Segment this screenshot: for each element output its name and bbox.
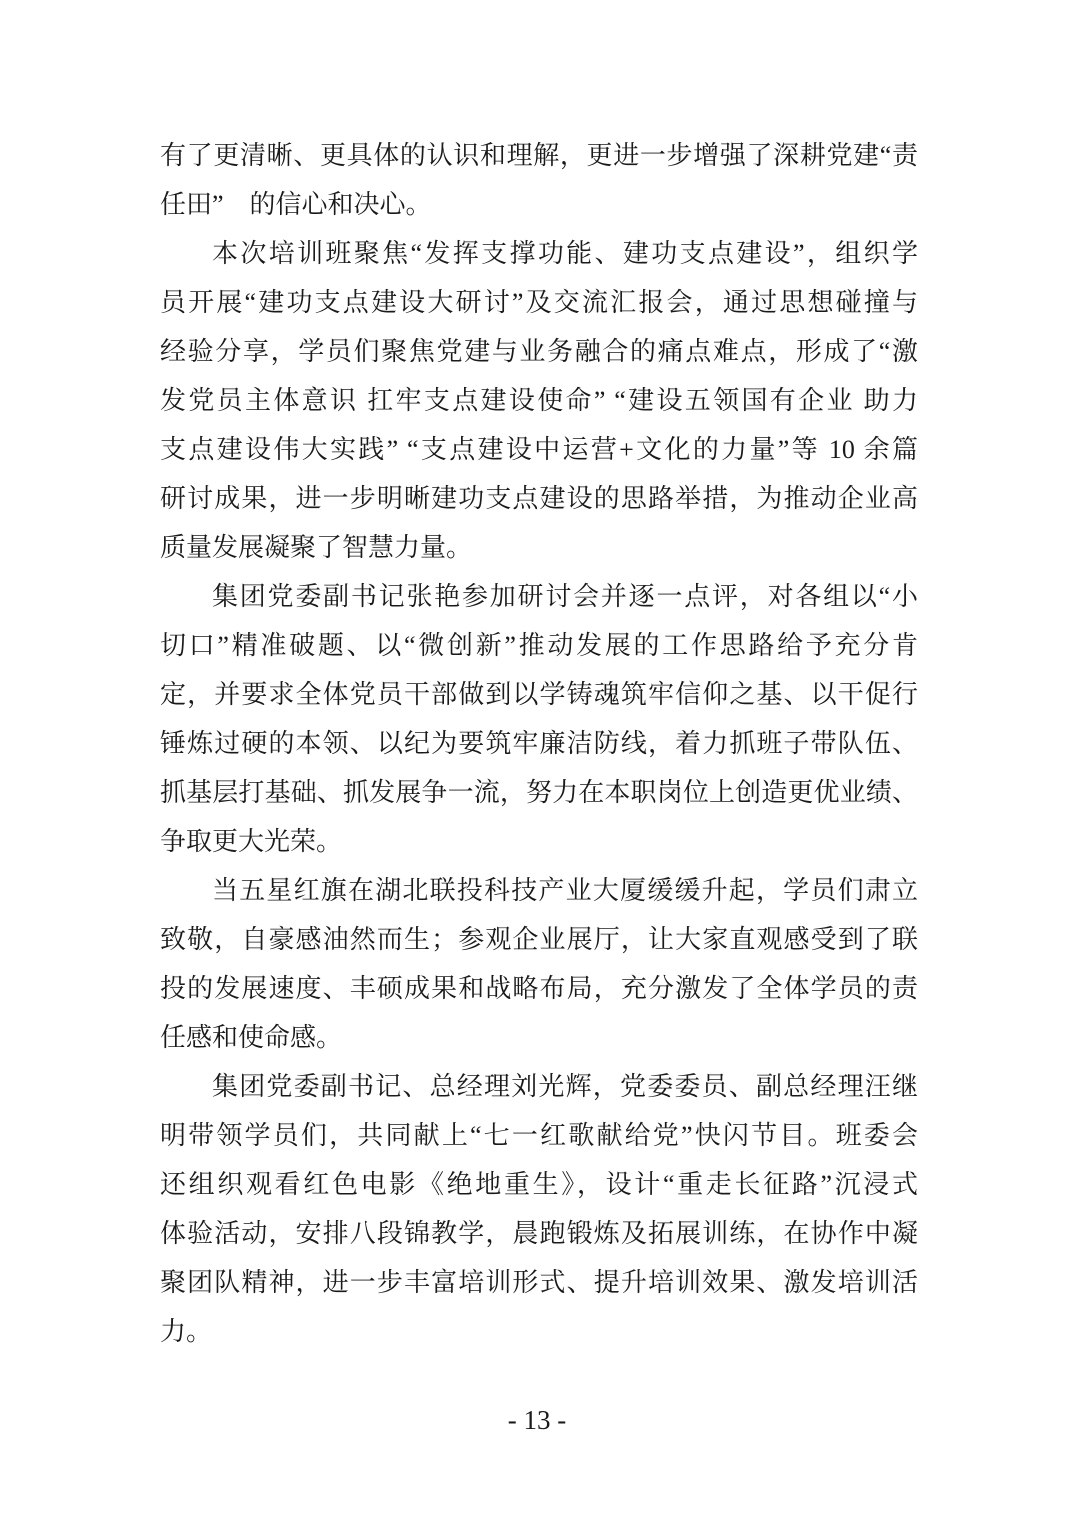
text-line: 明带领学员们，共同献上“七一红歌献给党”快闪节目。班委会	[160, 1121, 918, 1150]
text-line: 定，并要求全体党员干部做到以学铸魂筑牢信仰之基、以干促行	[160, 680, 918, 709]
text-line: 锤炼过硬的本领、以纪为要筑牢廉洁防线，着力抓班子带队伍、	[160, 729, 918, 758]
text-line: 体验活动，安排八段锦教学，晨跑锻炼及拓展训练，在协作中凝	[160, 1219, 918, 1248]
paragraph-3	[160, 572, 918, 866]
text-line: 质量发展凝聚了智慧力量。	[160, 533, 473, 562]
text-line: 任感和使命感。	[160, 1023, 343, 1052]
text-line: 力。	[160, 1317, 213, 1346]
text-line: 有了更清晰、更具体的认识和理解，更进一步增强了深耕党建“责	[160, 141, 918, 170]
paragraph-1	[160, 131, 918, 229]
text-line: 员开展“建功支点建设大研讨”及交流汇报会，通过思想碰撞与	[160, 288, 918, 317]
paragraph-5	[160, 1062, 918, 1356]
text-line: 切口”精准破题、以“微创新”推动发展的工作思路给予充分肯	[160, 631, 918, 660]
text-line: 研讨成果，进一步明晰建功支点建设的思路举措，为推动企业高	[160, 484, 918, 513]
text-line: 发党员主体意识 扛牢支点建设使命” “建设五领国有企业 助力	[160, 386, 918, 415]
text-line: 集团党委副书记、总经理刘光辉，党委委员、副总经理汪继	[212, 1072, 918, 1101]
text-content	[160, 131, 918, 1356]
paragraph-4	[160, 866, 918, 1062]
text-line: 争取更大光荣。	[160, 827, 343, 856]
page-number: - 13 -	[507, 1405, 567, 1435]
paragraph-2	[160, 229, 918, 572]
text-line: 支点建设伟大实践” “支点建设中运营+文化的力量”等 10 余篇	[160, 435, 918, 464]
text-line: 致敬，自豪感油然而生；参观企业展厅，让大家直观感受到了联	[160, 925, 918, 954]
text-line: 集团党委副书记张艳参加研讨会并逐一点评，对各组以“小	[212, 582, 918, 611]
text-line: 投的发展速度、丰硕成果和战略布局，充分激发了全体学员的责	[160, 974, 918, 1003]
text-line: 本次培训班聚焦“发挥支撑功能、建功支点建设”，组织学	[212, 239, 918, 268]
text-line: 抓基层打基础、抓发展争一流，努力在本职岗位上创造更优业绩、	[160, 778, 918, 807]
text-line: 聚团队精神，进一步丰富培训形式、提升培训效果、激发培训活	[160, 1268, 918, 1297]
text-line: 经验分享，学员们聚焦党建与业务融合的痛点难点，形成了“激	[160, 337, 918, 366]
text-line: 还组织观看红色电影《绝地重生》，设计“重走长征路”沉浸式	[160, 1170, 918, 1199]
text-line: 任田” 的信心和决心。	[160, 190, 432, 219]
text-line: 当五星红旗在湖北联投科技产业大厦缓缓升起，学员们肃立	[212, 876, 918, 905]
